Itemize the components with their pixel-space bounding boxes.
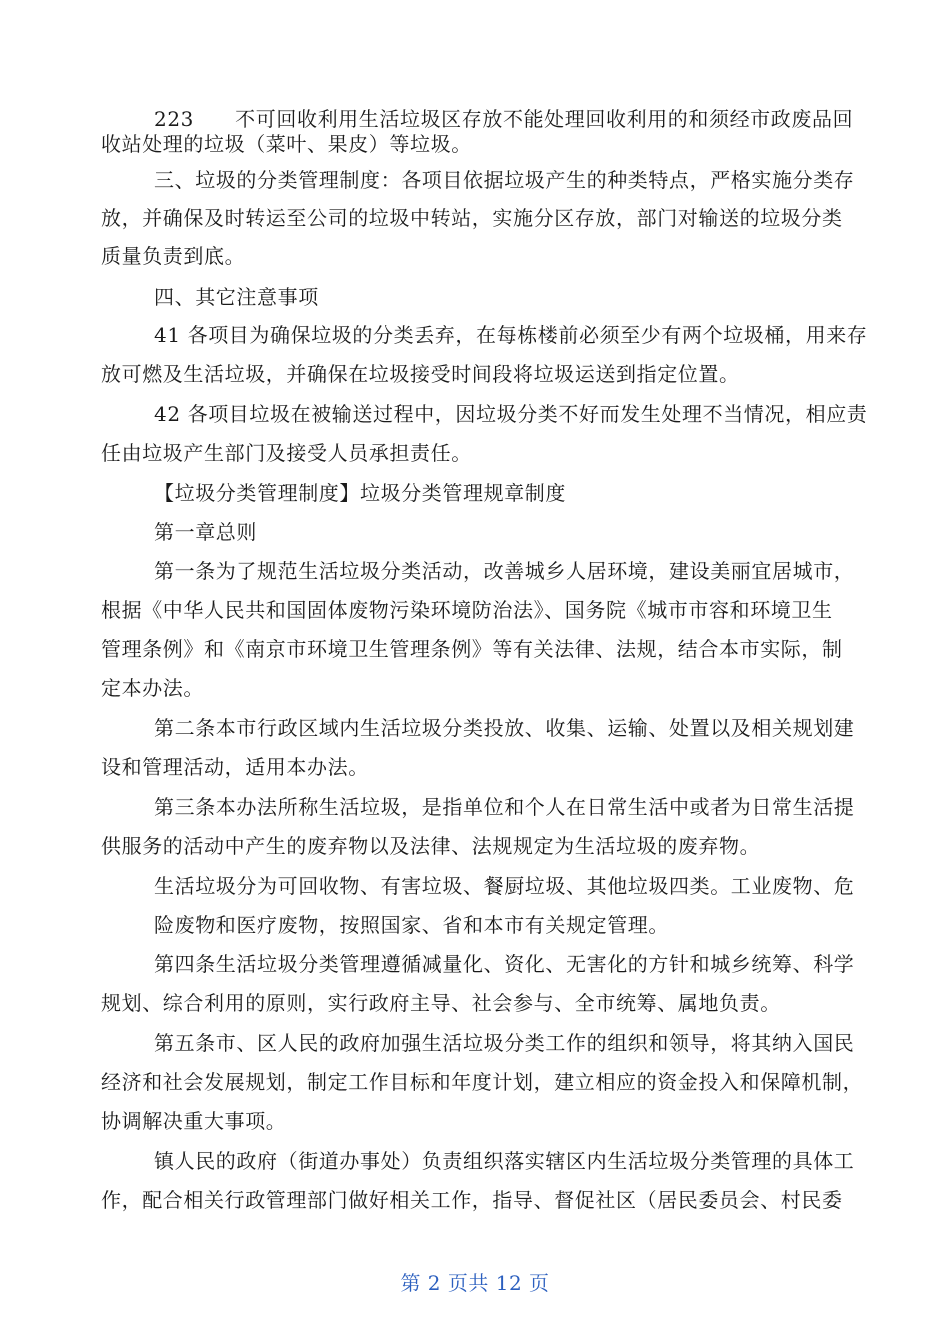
paragraph-line: 险废物和医疗废物，按照国家、省和本市有关规定管理。 [154,913,669,937]
paragraph-line: 41 各项目为确保垃圾的分类丢弃，在每栋楼前必须至少有两个垃圾桶，用来存 [154,323,868,347]
paragraph-line: 管理条例》和《南京市环境卫生管理条例》等有关法律、法规，结合本市实际，制 [101,637,843,661]
paragraph-line: 经济和社会发展规划，制定工作目标和年度计划，建立相应的资金投入和保障机制， [101,1070,864,1094]
paragraph-line: 根据《中华人民共和国固体废物污染环境防治法》、国务院《城市市容和环境卫生 [101,598,833,622]
chapter-heading: 第一章总则 [154,520,257,544]
paragraph-line: 三、垃圾的分类管理制度：各项目依据垃圾产生的种类特点，严格实施分类存 [154,168,855,192]
paragraph-line: 收站处理的垃圾（菜叶、果皮）等垃圾。 [101,132,472,156]
page-number-footer: 第 2 页共 12 页 [400,1271,550,1295]
paragraph-line: 规划、综合利用的原则，实行政府主导、社会参与、全市统筹、属地负责。 [101,991,781,1015]
document-title: 【垃圾分类管理制度】垃圾分类管理规章制度 [154,481,566,505]
paragraph-line: 供服务的活动中产生的废弃物以及法律、法规规定为生活垃圾的废弃物。 [101,834,761,858]
section-heading: 四、其它注意事项 [154,285,319,309]
paragraph-line: 第三条本办法所称生活垃圾，是指单位和个人在日常生活中或者为日常生活提 [154,795,855,819]
paragraph-line: 定本办法。 [101,676,204,700]
paragraph-line: 作，配合相关行政管理部门做好相关工作，指导、督促社区（居民委员会、村民委 [101,1188,843,1212]
paragraph-line: 放可燃及生活垃圾，并确保在垃圾接受时间段将垃圾运送到指定位置。 [101,362,740,386]
paragraph-line: 第一条为了规范生活垃圾分类活动，改善城乡人居环境，建设美丽宜居城市， [154,559,855,583]
paragraph-line: 第四条生活垃圾分类管理遵循减量化、资化、无害化的方针和城乡统筹、科学 [154,952,855,976]
paragraph-line: 生活垃圾分为可回收物、有害垃圾、餐厨垃圾、其他垃圾四类。工业废物、危 [154,874,855,898]
paragraph-line: 第五条市、区人民的政府加强生活垃圾分类工作的组织和领导，将其纳入国民 [154,1031,855,1055]
paragraph-line: 设和管理活动，适用本办法。 [101,755,369,779]
paragraph-line: 223 不可回收利用生活垃圾区存放不能处理回收利用的和须经市政废品回 [154,107,854,131]
paragraph-line: 镇人民的政府（街道办事处）负责组织落实辖区内生活垃圾分类管理的具体工 [154,1149,855,1173]
paragraph-line: 放，并确保及时转运至公司的垃圾中转站，实施分区存放，部门对输送的垃圾分类 [101,206,843,230]
paragraph-line: 协调解决重大事项。 [101,1109,287,1133]
paragraph-line: 第二条本市行政区域内生活垃圾分类投放、收集、运输、处置以及相关规划建 [154,716,855,740]
paragraph-line: 42 各项目垃圾在被输送过程中，因垃圾分类不好而发生处理不当情况，相应责 [154,402,868,426]
paragraph-line: 任由垃圾产生部门及接受人员承担责任。 [101,441,472,465]
paragraph-line: 质量负责到底。 [101,244,246,268]
